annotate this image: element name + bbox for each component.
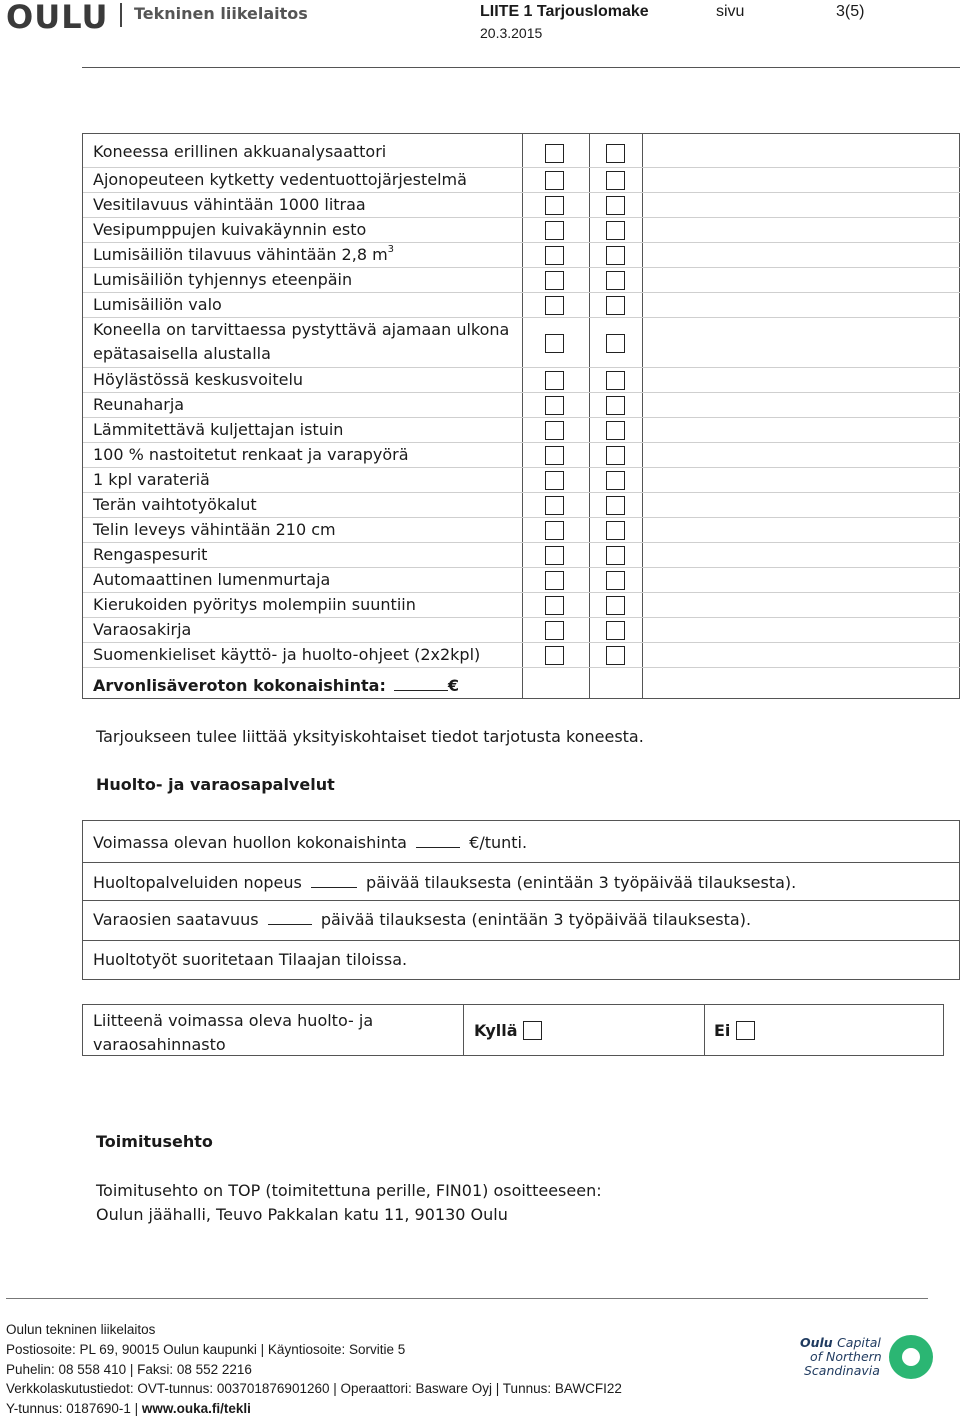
- no-checkbox[interactable]: [606, 571, 625, 590]
- no-checkbox[interactable]: [606, 471, 625, 490]
- footer-phone: Puhelin: 08 558 410 | Faksi: 08 552 2216: [6, 1362, 252, 1377]
- requirement-row: [83, 593, 960, 618]
- requirement-row: [83, 643, 960, 668]
- document-date: 20.3.2015: [480, 25, 543, 41]
- requirement-row: [83, 243, 960, 268]
- requirement-row: [83, 218, 960, 243]
- yes-checkbox[interactable]: [545, 471, 564, 490]
- service-price-label: Voimassa olevan huollon kokonaishinta: [93, 833, 407, 852]
- no-checkbox[interactable]: [606, 221, 625, 240]
- yes-checkbox[interactable]: [545, 621, 564, 640]
- requirement-label: Varaosakirja: [93, 620, 192, 639]
- no-checkbox[interactable]: [606, 296, 625, 315]
- requirement-label: Lumisäiliön tyhjennys eteenpäin: [93, 270, 353, 289]
- yes-checkbox[interactable]: [545, 496, 564, 515]
- requirement-row: [83, 368, 960, 393]
- no-checkbox[interactable]: [606, 621, 625, 640]
- yes-checkbox[interactable]: [545, 421, 564, 440]
- total-price-row: [83, 670, 960, 700]
- delivery-heading: Toimitusehto: [96, 1132, 213, 1151]
- no-checkbox[interactable]: [606, 396, 625, 415]
- yes-checkbox[interactable]: [523, 1021, 542, 1040]
- document-title: LIITE 1 Tarjouslomake: [480, 3, 649, 20]
- requirement-label: Rengaspesurit: [93, 545, 208, 564]
- requirement-label: Terän vaihtotyökalut: [93, 495, 257, 514]
- requirement-label: Vesitilavuus vähintään 1000 litraa: [93, 195, 366, 214]
- yes-checkbox[interactable]: [545, 396, 564, 415]
- service-heading: Huolto- ja varaosapalvelut: [96, 775, 335, 794]
- no-checkbox[interactable]: [606, 521, 625, 540]
- no-checkbox[interactable]: [606, 246, 625, 265]
- requirement-row: [83, 493, 960, 518]
- requirement-row: [83, 268, 960, 293]
- requirements-table: [82, 133, 960, 699]
- no-checkbox[interactable]: [606, 334, 625, 353]
- no-checkbox[interactable]: [606, 546, 625, 565]
- requirement-row: [83, 618, 960, 643]
- requirement-row: [83, 318, 960, 368]
- yes-checkbox[interactable]: [545, 246, 564, 265]
- service-row: [83, 821, 960, 863]
- requirement-label: 100 % nastoitetut renkaat ja varapyörä: [93, 445, 409, 464]
- yes-checkbox[interactable]: [545, 196, 564, 215]
- footer-org: Oulun tekninen liikelaitos: [6, 1322, 156, 1337]
- service-price-field[interactable]: [416, 833, 460, 848]
- no-checkbox[interactable]: [606, 171, 625, 190]
- header-divider: [82, 67, 960, 68]
- requirement-row: [83, 134, 960, 168]
- requirement-label: Automaattinen lumenmurtaja: [93, 570, 331, 589]
- yes-checkbox[interactable]: [545, 144, 564, 163]
- yes-checkbox[interactable]: [545, 171, 564, 190]
- brand-circle-icon: [889, 1335, 933, 1379]
- yes-checkbox[interactable]: [545, 646, 564, 665]
- service-box: [82, 820, 960, 980]
- no-option-label: Ei: [714, 1021, 731, 1040]
- no-checkbox[interactable]: [606, 596, 625, 615]
- requirement-label: Koneessa erillinen akkuanalysaattori: [93, 142, 387, 161]
- requirement-label: Lumisäiliön tilavuus vähintään 2,8 $m^3$: [93, 244, 395, 264]
- parts-availability-field[interactable]: [268, 910, 312, 925]
- requirement-label: 1 kpl varateriä: [93, 470, 210, 489]
- page-label: sivu: [716, 3, 745, 20]
- parts-availability-unit: päivää tilauksesta (enintään 3 työpäivää tilauksesta).: [320, 910, 752, 929]
- no-checkbox[interactable]: [606, 646, 625, 665]
- delivery-terms: Toimitusehto on TOP (toimitettuna perille, FIN01) osoitteeseen:: [96, 1181, 602, 1200]
- no-checkbox[interactable]: [606, 496, 625, 515]
- requirement-label: Höylästössä keskusvoitelu: [93, 370, 304, 389]
- price-list-label: Liitteenä voimassa oleva huolto- ja varaosahinnasto: [93, 1011, 374, 1054]
- requirement-row: [83, 418, 960, 443]
- column-divider: [704, 1005, 705, 1055]
- no-checkbox[interactable]: [606, 271, 625, 290]
- requirement-label: Lämmitettävä kuljettajan istuin: [93, 420, 344, 439]
- service-row: [83, 863, 960, 901]
- requirement-label: Telin leveys vähintään 210 cm: [93, 520, 336, 539]
- website-link[interactable]: www.ouka.fi/tekli: [141, 1401, 251, 1416]
- yes-checkbox[interactable]: [545, 446, 564, 465]
- no-checkbox[interactable]: [606, 371, 625, 390]
- total-price-field[interactable]: [394, 676, 448, 691]
- yes-checkbox[interactable]: [545, 571, 564, 590]
- no-checkbox[interactable]: [606, 421, 625, 440]
- requirement-row: [83, 168, 960, 193]
- requirement-label: Vesipumppujen kuivakäynnin esto: [93, 220, 367, 239]
- yes-checkbox[interactable]: [545, 546, 564, 565]
- requirement-row: [83, 568, 960, 593]
- yes-checkbox[interactable]: [545, 521, 564, 540]
- total-price-label: Arvonlisäveroton kokonaishinta: €: [93, 676, 459, 695]
- requirement-row: [83, 193, 960, 218]
- oulu-logo: OULU: [6, 0, 109, 36]
- yes-checkbox[interactable]: [545, 271, 564, 290]
- requirement-row: [83, 468, 960, 493]
- delivery-address: Oulun jäähalli, Teuvo Pakkalan katu 11, 90130 Oulu: [96, 1205, 508, 1224]
- service-speed-unit: päivää tilauksesta (enintään 3 työpäivää tilauksesta).: [366, 873, 797, 892]
- yes-checkbox[interactable]: [545, 371, 564, 390]
- requirement-label: Suomenkieliset käyttö- ja huolto-ohjeet (2x2kpl): [93, 645, 481, 664]
- currency-symbol: €: [447, 676, 459, 695]
- requirement-label: Ajonopeuteen kytketty vedentuottojärjestelmä: [93, 170, 467, 189]
- service-row: [83, 941, 960, 981]
- footer-billing: Verkkolaskutustiedot: OVT-tunnus: 003701876901260 | Operaattori: Basware Oyj | Tunnus: BAWCFI22: [6, 1381, 622, 1396]
- yes-checkbox[interactable]: [545, 221, 564, 240]
- service-price-unit: €/tunti.: [469, 833, 528, 852]
- requirement-row: [83, 543, 960, 568]
- service-speed-label: Huoltopalveluiden nopeus: [93, 873, 302, 892]
- requirement-label: Koneella on tarvittaessa pystyttävä ajamaan ulkona epätasaisella alustalla: [93, 320, 510, 363]
- footer-business-id: Y-tunnus: 0187690-1 | www.ouka.fi/tekli: [6, 1401, 251, 1416]
- service-row: [83, 901, 960, 941]
- no-checkbox[interactable]: [606, 446, 625, 465]
- footer-address: Postiosoite: PL 69, 90015 Oulun kaupunki | Käyntiosoite: Sorvitie 5: [6, 1342, 406, 1357]
- no-checkbox[interactable]: [606, 196, 625, 215]
- requirement-row: [83, 393, 960, 418]
- logo-unit-name: Tekninen liikelaitos: [134, 4, 308, 23]
- oulu-brand-logo: Oulu Capital of Northern Scandinavia: [800, 1335, 882, 1378]
- yes-checkbox[interactable]: [545, 334, 564, 353]
- service-speed-field[interactable]: [311, 873, 357, 888]
- requirement-label: Reunaharja: [93, 395, 185, 414]
- requirement-label: Lumisäiliön valo: [93, 295, 222, 314]
- requirement-row: [83, 443, 960, 468]
- footer-divider: [6, 1298, 928, 1299]
- price-list-box: [82, 1004, 944, 1056]
- column-divider: [463, 1005, 464, 1055]
- yes-checkbox[interactable]: [545, 296, 564, 315]
- requirement-row: [83, 293, 960, 318]
- attachment-note: Tarjoukseen tulee liittää yksityiskohtaiset tiedot tarjotusta koneesta.: [96, 727, 644, 746]
- page-number: 3(5): [836, 3, 865, 20]
- no-checkbox[interactable]: [606, 144, 625, 163]
- parts-availability-label: Varaosien saatavuus: [93, 910, 259, 929]
- requirement-label: Kierukoiden pyöritys molempiin suuntiin: [93, 595, 416, 614]
- service-location-text: Huoltotyöt suoritetaan Tilaajan tiloissa.: [93, 950, 408, 969]
- yes-option-label: Kyllä: [474, 1021, 518, 1040]
- yes-checkbox[interactable]: [545, 596, 564, 615]
- requirement-row: [83, 518, 960, 543]
- logo-divider: [120, 3, 122, 27]
- no-checkbox[interactable]: [736, 1021, 755, 1040]
